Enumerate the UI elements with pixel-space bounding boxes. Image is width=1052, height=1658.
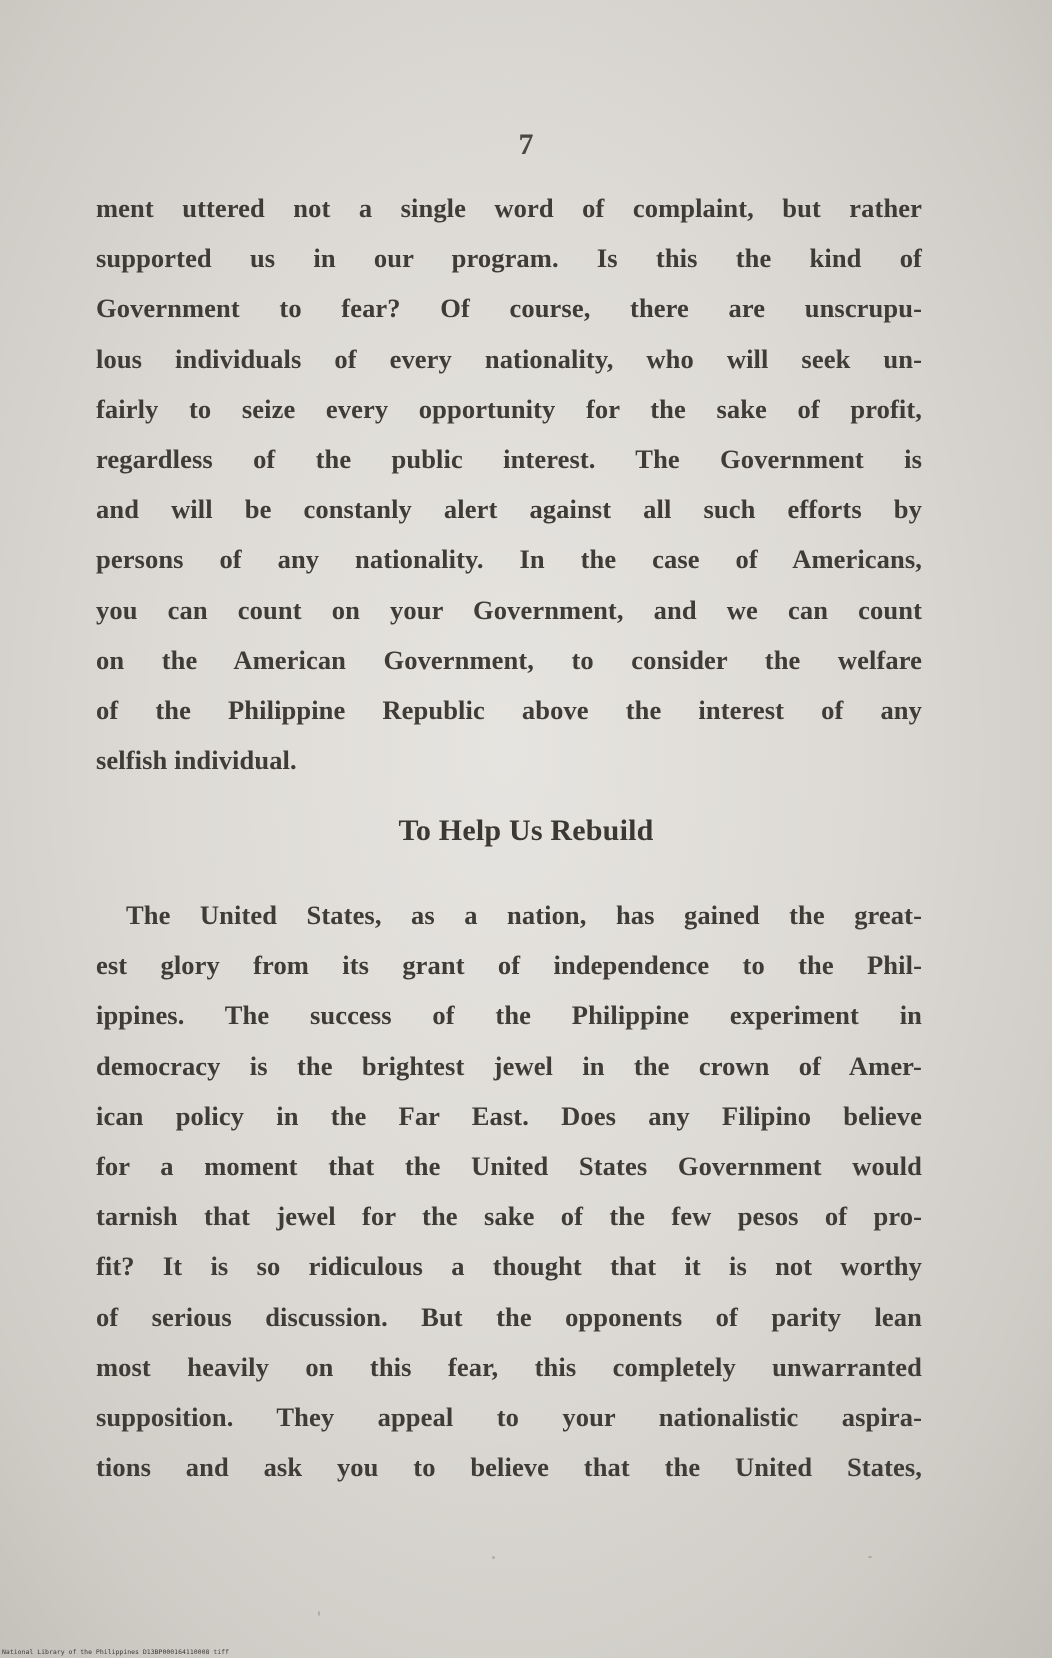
text-line: democracy is the brightest jewel in the crown of Amer- xyxy=(96,1050,922,1081)
text-line: Government to fear? Of course, there are unscrupu- xyxy=(96,293,922,324)
text-line: regardless of the public interest. The Government is xyxy=(96,443,922,474)
text-line: selfish individual. xyxy=(96,745,297,776)
text-line: supported us in our program. Is this the kind of xyxy=(96,243,922,274)
text-line: for a moment that the United States Government would xyxy=(96,1150,922,1181)
text-line: most heavily on this fear, this completely unwarranted xyxy=(96,1351,922,1382)
text-line: fit? It is so ridiculous a thought that it is not worthy xyxy=(96,1251,922,1282)
paragraph-1 xyxy=(96,183,922,785)
text-line: ment uttered not a single word of complaint, but rather xyxy=(96,193,922,223)
archive-credit: National Library of the Philippines D13BP000164110008 tiff xyxy=(2,1648,229,1656)
text-line: lous individuals of every nationality, who will seek un- xyxy=(96,343,922,374)
text-line: est glory from its grant of independence to the Phil- xyxy=(96,950,922,981)
text-line: fairly to seize every opportunity for the sake of profit, xyxy=(96,393,922,424)
section-heading: To Help Us Rebuild xyxy=(398,814,654,847)
paper-speck xyxy=(868,1556,872,1558)
text-line: you can count on your Government, and we can count xyxy=(96,594,922,625)
text-line: supposition. They appeal to your nationalistic aspira- xyxy=(96,1401,922,1432)
text-line: of serious discussion. But the opponents of parity lean xyxy=(96,1301,922,1332)
text-line: ippines. The success of the Philippine experiment in xyxy=(96,1000,922,1031)
text-line: on the American Government, to consider the welfare xyxy=(96,644,922,675)
text-line: persons of any nationality. In the case of Americans, xyxy=(96,544,922,575)
text-line: tions and ask you to believe that the United States, xyxy=(96,1452,922,1483)
paper-speck xyxy=(318,1611,320,1616)
paragraph-2 xyxy=(96,890,922,1492)
text-line: of the Philippine Republic above the interest of any xyxy=(96,694,922,725)
text-line: and will be constanly alert against all such efforts by xyxy=(96,494,922,525)
page-number: 7 xyxy=(518,128,534,161)
text-line: tarnish that jewel for the sake of the few pesos of pro- xyxy=(96,1201,922,1232)
paper-speck xyxy=(492,1556,495,1559)
text-line: ican policy in the Far East. Does any Filipino believe xyxy=(96,1100,922,1131)
text-line: The United States, as a nation, has gained the great- xyxy=(126,900,922,930)
